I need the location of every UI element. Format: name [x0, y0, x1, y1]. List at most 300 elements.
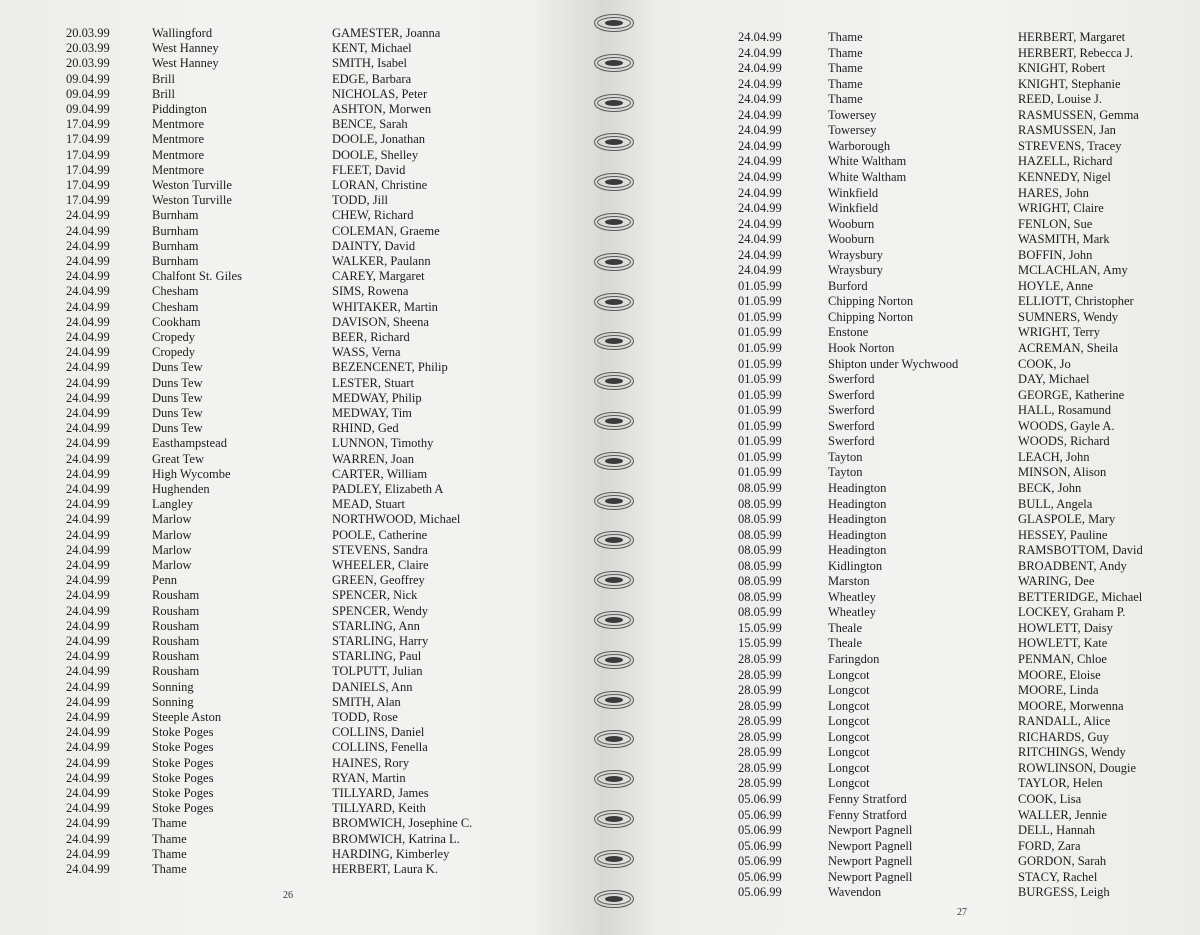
- entry-place: Longcot: [828, 776, 870, 791]
- entry-name: HARES, John: [1018, 185, 1089, 200]
- entry-place: Rousham: [152, 618, 200, 633]
- entry-row: [0, 224, 600, 239]
- entry-place: Wraysbury: [828, 247, 884, 262]
- spiral-coil: [592, 410, 636, 432]
- entry-name: COLLINS, Daniel: [332, 725, 425, 740]
- spiral-coil: [592, 291, 636, 313]
- entry-date: 24.04.99: [66, 634, 110, 648]
- entry-date: 28.05.99: [738, 652, 782, 666]
- spiral-coil: [592, 490, 636, 512]
- entry-row: [600, 776, 1200, 791]
- entry-date: 24.04.99: [66, 482, 110, 496]
- entry-place: Burnham: [152, 223, 199, 238]
- entry-date: 24.04.99: [66, 649, 110, 664]
- entry-place: Tayton: [828, 449, 863, 464]
- entry-place: Marlow: [152, 512, 192, 527]
- entry-row: [0, 604, 600, 619]
- entry-name: BETTERIDGE, Michael: [1018, 589, 1143, 604]
- entry-row: [600, 279, 1200, 294]
- entry-date: 24.04.99: [738, 185, 782, 200]
- entry-name: BEZENCENET, Philip: [332, 360, 448, 375]
- entry-date: 24.04.99: [738, 107, 782, 122]
- entry-date: 05.06.99: [738, 869, 782, 884]
- entry-date: 24.04.99: [66, 299, 110, 314]
- entry-date: 24.04.99: [66, 497, 110, 512]
- entry-name: WOODS, Richard: [1018, 434, 1110, 449]
- entry-date: 24.04.99: [66, 710, 110, 724]
- entry-place: Stoke Poges: [152, 755, 214, 770]
- entry-place: Newport Pagnell: [828, 854, 913, 869]
- entry-date: 09.04.99: [66, 102, 110, 116]
- entry-place: Thame: [828, 92, 863, 107]
- entry-row: [600, 683, 1200, 698]
- entry-name: ROWLINSON, Dougie: [1018, 760, 1137, 775]
- entry-date: 24.04.99: [738, 45, 782, 60]
- entry-row: [0, 847, 600, 862]
- entry-row: [0, 786, 600, 801]
- entry-place: Stoke Poges: [152, 770, 214, 785]
- entry-name: HAZELL, Richard: [1018, 154, 1113, 169]
- entry-name: WOODS, Gayle A.: [1018, 418, 1115, 433]
- entry-row: [0, 421, 600, 436]
- entry-row: [600, 310, 1200, 325]
- entry-name: WALKER, Paulann: [332, 254, 431, 268]
- entry-place: Rousham: [152, 649, 200, 664]
- entry-row: [0, 725, 600, 740]
- spiral-coil: [592, 12, 636, 34]
- entry-date: 24.04.99: [66, 208, 110, 223]
- entry-row: [600, 92, 1200, 107]
- entry-row: [0, 239, 600, 254]
- entry-place: Headington: [828, 543, 887, 558]
- entry-name: EDGE, Barbara: [332, 71, 412, 86]
- entry-place: Sonning: [152, 694, 194, 709]
- entry-place: Towersey: [828, 123, 877, 138]
- entry-name: SPENCER, Wendy: [332, 603, 428, 618]
- entry-date: 08.05.99: [738, 512, 782, 527]
- entry-name: RANDALL, Alice: [1018, 714, 1111, 729]
- entry-place: Chalfont St. Giles: [152, 269, 242, 284]
- entry-name: REED, Louise J.: [1018, 92, 1103, 107]
- entry-row: [600, 123, 1200, 138]
- entry-row: [0, 619, 600, 634]
- entry-row: [600, 870, 1200, 885]
- entry-place: Hughenden: [152, 482, 210, 496]
- entry-place: Burnham: [152, 238, 199, 253]
- entry-date: 01.05.99: [738, 403, 782, 418]
- entry-date: 24.04.99: [66, 862, 110, 876]
- entry-row: [600, 419, 1200, 434]
- spiral-coil: [592, 251, 636, 273]
- spiral-coil: [592, 649, 636, 671]
- entry-place: Stoke Poges: [152, 740, 214, 755]
- entry-date: 24.04.99: [66, 664, 110, 679]
- entry-place: Marlow: [152, 527, 192, 542]
- entry-date: 08.05.99: [738, 496, 782, 511]
- entry-place: Longcot: [828, 698, 870, 713]
- entry-row: [0, 208, 600, 223]
- entry-name: DAVISON, Sheena: [332, 314, 429, 329]
- entry-place: Fenny Stratford: [828, 807, 907, 822]
- entry-place: Piddington: [152, 102, 207, 116]
- entry-row: [0, 56, 600, 71]
- entry-place: Swerford: [828, 418, 875, 433]
- entry-place: Thame: [152, 862, 187, 876]
- entry-row: [0, 588, 600, 603]
- entry-place: Thame: [152, 831, 187, 846]
- spiral-coil: [592, 370, 636, 392]
- entry-date: 20.03.99: [66, 41, 110, 56]
- entry-date: 28.05.99: [738, 760, 782, 775]
- entry-name: COOK, Jo: [1018, 356, 1071, 371]
- spiral-coil: [592, 450, 636, 472]
- entry-name: RASMUSSEN, Gemma: [1018, 107, 1139, 122]
- entry-name: GORDON, Sarah: [1018, 854, 1107, 869]
- entry-place: Towersey: [828, 107, 877, 122]
- entry-place: Wavendon: [828, 885, 882, 900]
- entry-name: BENCE, Sarah: [332, 117, 408, 132]
- entry-name: KENT, Michael: [332, 41, 412, 56]
- entry-name: WRIGHT, Terry: [1018, 325, 1100, 340]
- entry-name: SIMS, Rowena: [332, 284, 409, 299]
- entry-name: HALL, Rosamund: [1018, 403, 1112, 418]
- entry-row: [600, 481, 1200, 496]
- entry-date: 24.04.99: [66, 406, 110, 420]
- entry-place: West Hanney: [152, 56, 219, 71]
- entry-date: 24.04.99: [66, 831, 110, 846]
- entry-name: WALLER, Jennie: [1018, 807, 1107, 822]
- entry-name: STEVENS, Sandra: [332, 542, 428, 557]
- entry-date: 24.04.99: [66, 770, 110, 785]
- entry-date: 24.04.99: [738, 138, 782, 153]
- entry-date: 24.04.99: [738, 123, 782, 138]
- entry-name: BECK, John: [1018, 480, 1082, 495]
- entry-row: [0, 41, 600, 56]
- entry-name: TILLYARD, James: [332, 786, 429, 800]
- entry-row: [600, 232, 1200, 247]
- entry-name: DANIELS, Ann: [332, 679, 413, 694]
- entry-name: HARDING, Kimberley: [332, 846, 450, 861]
- entry-date: 01.05.99: [738, 309, 782, 324]
- entry-row: [600, 559, 1200, 574]
- entry-place: High Wycombe: [152, 466, 231, 481]
- entry-date: 01.05.99: [738, 372, 782, 387]
- entry-row: [600, 201, 1200, 216]
- entry-place: Wooburn: [828, 232, 875, 247]
- entry-row: [600, 792, 1200, 807]
- entry-date: 01.05.99: [738, 387, 782, 402]
- entry-date: 20.03.99: [66, 26, 110, 40]
- entry-name: LESTER, Stuart: [332, 375, 414, 390]
- entry-name: BROADBENT, Andy: [1018, 558, 1127, 573]
- entry-name: WHITAKER, Martin: [332, 299, 438, 314]
- entry-row: [600, 450, 1200, 465]
- entry-row: [0, 330, 600, 345]
- entry-place: Thame: [828, 61, 863, 76]
- entry-name: HAINES, Rory: [332, 755, 410, 770]
- entry-date: 24.04.99: [66, 451, 110, 466]
- entry-place: Theale: [828, 636, 863, 651]
- entry-name: WASMITH, Mark: [1018, 232, 1110, 247]
- entry-name: DELL, Hannah: [1018, 823, 1096, 838]
- entry-place: Chipping Norton: [828, 309, 914, 324]
- entry-name: GEORGE, Katherine: [1018, 387, 1125, 402]
- entry-place: Mentmore: [152, 117, 205, 132]
- spiral-coil: [592, 609, 636, 631]
- entry-place: Newport Pagnell: [828, 869, 913, 884]
- entry-date: 24.04.99: [66, 466, 110, 481]
- entry-row: [0, 132, 600, 147]
- entry-place: Winkfield: [828, 201, 879, 216]
- entry-place: Longcot: [828, 729, 870, 744]
- entry-place: Duns Tew: [152, 390, 203, 405]
- entry-date: 24.04.99: [66, 801, 110, 816]
- entry-row: [600, 154, 1200, 169]
- entry-row: [0, 254, 600, 269]
- entry-row: [600, 61, 1200, 76]
- entry-row: [0, 862, 600, 877]
- spiral-coil: [592, 848, 636, 870]
- entry-place: Newport Pagnell: [828, 838, 913, 853]
- entry-name: SMITH, Alan: [332, 694, 401, 709]
- entry-place: Rousham: [152, 634, 200, 648]
- entry-date: 24.04.99: [738, 154, 782, 169]
- entry-place: Longcot: [828, 667, 870, 682]
- entry-name: FORD, Zara: [1018, 838, 1081, 853]
- entry-place: Theale: [828, 620, 863, 635]
- entry-row: [0, 406, 600, 421]
- entry-name: FLEET, David: [332, 162, 406, 177]
- entry-row: [600, 403, 1200, 418]
- entry-date: 08.05.99: [738, 605, 782, 620]
- entry-place: Thame: [828, 76, 863, 91]
- entry-place: Stoke Poges: [152, 801, 214, 816]
- entry-date: 24.04.99: [66, 558, 110, 572]
- entry-date: 24.04.99: [66, 603, 110, 618]
- entry-row: [0, 649, 600, 664]
- entry-date: 24.04.99: [66, 846, 110, 861]
- entry-name: DAY, Michael: [1018, 372, 1090, 387]
- entry-place: Chesham: [152, 299, 199, 314]
- entry-place: Langley: [152, 497, 193, 512]
- spiral-coil: [592, 52, 636, 74]
- entry-name: BURGESS, Leigh: [1018, 885, 1110, 900]
- entry-place: Brill: [152, 71, 175, 86]
- entry-place: Swerford: [828, 372, 875, 387]
- entry-name: GLASPOLE, Mary: [1018, 512, 1116, 527]
- entry-name: TAYLOR, Helen: [1018, 776, 1103, 791]
- entry-place: Marlow: [152, 542, 192, 557]
- entry-row: [600, 294, 1200, 309]
- entry-row: [600, 808, 1200, 823]
- entry-date: 24.04.99: [66, 755, 110, 770]
- entry-name: STARLING, Harry: [332, 634, 429, 648]
- entry-date: 24.04.99: [738, 263, 782, 278]
- entry-date: 01.05.99: [738, 449, 782, 464]
- entry-row: [0, 801, 600, 816]
- entry-row: [0, 376, 600, 391]
- entry-place: Thame: [828, 30, 863, 44]
- entry-place: Duns Tew: [152, 360, 203, 375]
- entry-place: Longcot: [828, 714, 870, 729]
- entry-date: 01.05.99: [738, 418, 782, 433]
- entry-name: GAMESTER, Joanna: [332, 26, 441, 40]
- spiral-coil: [592, 808, 636, 830]
- entry-row: [600, 497, 1200, 512]
- entry-date: 17.04.99: [66, 147, 110, 162]
- entry-row: [600, 885, 1200, 900]
- entry-name: RHIND, Ged: [332, 421, 399, 436]
- spiral-coil: [592, 689, 636, 711]
- entry-date: 24.04.99: [66, 618, 110, 633]
- entry-row: [0, 482, 600, 497]
- entry-date: 05.06.99: [738, 838, 782, 853]
- entry-row: [0, 87, 600, 102]
- entry-row: [0, 710, 600, 725]
- entry-name: COLLINS, Fenella: [332, 740, 428, 755]
- entry-name: RASMUSSEN, Jan: [1018, 123, 1116, 138]
- entry-name: DAINTY, David: [332, 238, 416, 253]
- entry-place: Swerford: [828, 387, 875, 402]
- entry-date: 08.05.99: [738, 480, 782, 495]
- entry-place: Wooburn: [828, 216, 875, 231]
- entry-date: 05.06.99: [738, 885, 782, 900]
- entry-row: [0, 497, 600, 512]
- entry-date: 24.04.99: [66, 512, 110, 527]
- entry-row: [600, 854, 1200, 869]
- entry-date: 24.04.99: [738, 169, 782, 184]
- entry-row: [0, 345, 600, 360]
- entry-name: KENNEDY, Nigel: [1018, 169, 1111, 184]
- entry-row: [600, 512, 1200, 527]
- right-page: [600, 0, 1200, 935]
- left-page-number: 26: [283, 890, 293, 901]
- entry-place: West Hanney: [152, 41, 219, 56]
- entry-name: CHEW, Richard: [332, 208, 414, 223]
- entry-date: 08.05.99: [738, 527, 782, 542]
- entry-row: [0, 573, 600, 588]
- entry-row: [600, 30, 1200, 45]
- entry-row: [0, 634, 600, 649]
- entry-row: [0, 315, 600, 330]
- entry-row: [0, 26, 600, 41]
- entry-name: WRIGHT, Claire: [1018, 201, 1104, 216]
- entry-place: Mentmore: [152, 147, 205, 162]
- entry-date: 28.05.99: [738, 729, 782, 744]
- entry-name: ASHTON, Morwen: [332, 102, 432, 116]
- entry-place: Headington: [828, 480, 887, 495]
- entry-row: [0, 771, 600, 786]
- entry-place: Wheatley: [828, 589, 876, 604]
- entry-name: MEAD, Stuart: [332, 497, 405, 512]
- entry-place: Faringdon: [828, 652, 880, 666]
- entry-name: HOWLETT, Daisy: [1018, 620, 1113, 635]
- entry-date: 08.05.99: [738, 558, 782, 573]
- entry-date: 24.04.99: [738, 232, 782, 247]
- entry-name: TODD, Jill: [332, 193, 389, 208]
- entry-place: Mentmore: [152, 162, 205, 177]
- entry-row: [0, 300, 600, 315]
- entry-date: 09.04.99: [66, 71, 110, 86]
- entry-row: [600, 357, 1200, 372]
- entry-row: [0, 680, 600, 695]
- entry-name: TILLYARD, Keith: [332, 801, 426, 816]
- entry-place: Weston Turville: [152, 178, 232, 192]
- entry-date: 08.05.99: [738, 589, 782, 604]
- entry-name: HERBERT, Rebecca J.: [1018, 45, 1133, 60]
- entry-date: 24.04.99: [66, 345, 110, 360]
- entry-row: [600, 372, 1200, 387]
- entry-row: [600, 139, 1200, 154]
- entry-row: [0, 832, 600, 847]
- entry-row: [0, 284, 600, 299]
- entry-place: Stoke Poges: [152, 725, 214, 740]
- entry-name: SUMNERS, Wendy: [1018, 309, 1119, 324]
- entry-date: 24.04.99: [66, 360, 110, 375]
- entry-name: PADLEY, Elizabeth A: [332, 482, 444, 496]
- entry-place: Weston Turville: [152, 193, 232, 208]
- entry-row: [600, 839, 1200, 854]
- entry-place: Rousham: [152, 664, 200, 679]
- entry-date: 24.04.99: [66, 588, 110, 603]
- entry-row: [600, 465, 1200, 480]
- entry-name: COLEMAN, Graeme: [332, 223, 440, 238]
- entry-name: ACREMAN, Sheila: [1018, 341, 1118, 355]
- entry-date: 28.05.99: [738, 698, 782, 713]
- entry-row: [0, 360, 600, 375]
- entry-date: 28.05.99: [738, 745, 782, 760]
- entry-place: Duns Tew: [152, 421, 203, 436]
- entry-place: Wheatley: [828, 605, 876, 620]
- entry-place: Longcot: [828, 760, 870, 775]
- entry-date: 09.04.99: [66, 86, 110, 101]
- entry-date: 24.04.99: [66, 679, 110, 694]
- entry-row: [0, 558, 600, 573]
- spiral-binding: [592, 0, 636, 935]
- entry-place: Longcot: [828, 745, 870, 760]
- entry-name: WASS, Verna: [332, 345, 401, 360]
- entry-name: BEER, Richard: [332, 330, 410, 344]
- entry-name: STARLING, Paul: [332, 649, 422, 664]
- entry-date: 24.04.99: [66, 786, 110, 800]
- entry-place: Marston: [828, 574, 870, 589]
- entry-date: 01.05.99: [738, 278, 782, 293]
- entry-date: 17.04.99: [66, 178, 110, 192]
- entry-date: 01.05.99: [738, 325, 782, 340]
- entry-row: [600, 714, 1200, 729]
- entry-place: Sonning: [152, 679, 194, 694]
- entry-place: Longcot: [828, 683, 870, 698]
- entry-place: Chesham: [152, 284, 199, 299]
- entry-date: 24.04.99: [66, 223, 110, 238]
- entry-date: 17.04.99: [66, 117, 110, 132]
- entry-name: PENMAN, Chloe: [1018, 652, 1107, 666]
- entry-row: [0, 193, 600, 208]
- entry-row: [600, 590, 1200, 605]
- entry-place: Enstone: [828, 325, 869, 340]
- entry-place: Swerford: [828, 434, 875, 449]
- entry-date: 05.06.99: [738, 807, 782, 822]
- entry-date: 28.05.99: [738, 714, 782, 729]
- entry-date: 24.04.99: [66, 314, 110, 329]
- spiral-coil: [592, 569, 636, 591]
- spiral-coil: [592, 768, 636, 790]
- spiral-coil: [592, 171, 636, 193]
- entry-name: NORTHWOOD, Michael: [332, 512, 461, 527]
- entry-name: HERBERT, Margaret: [1018, 30, 1126, 44]
- entry-name: HESSEY, Pauline: [1018, 527, 1108, 542]
- entry-name: MOORE, Morwenna: [1018, 698, 1124, 713]
